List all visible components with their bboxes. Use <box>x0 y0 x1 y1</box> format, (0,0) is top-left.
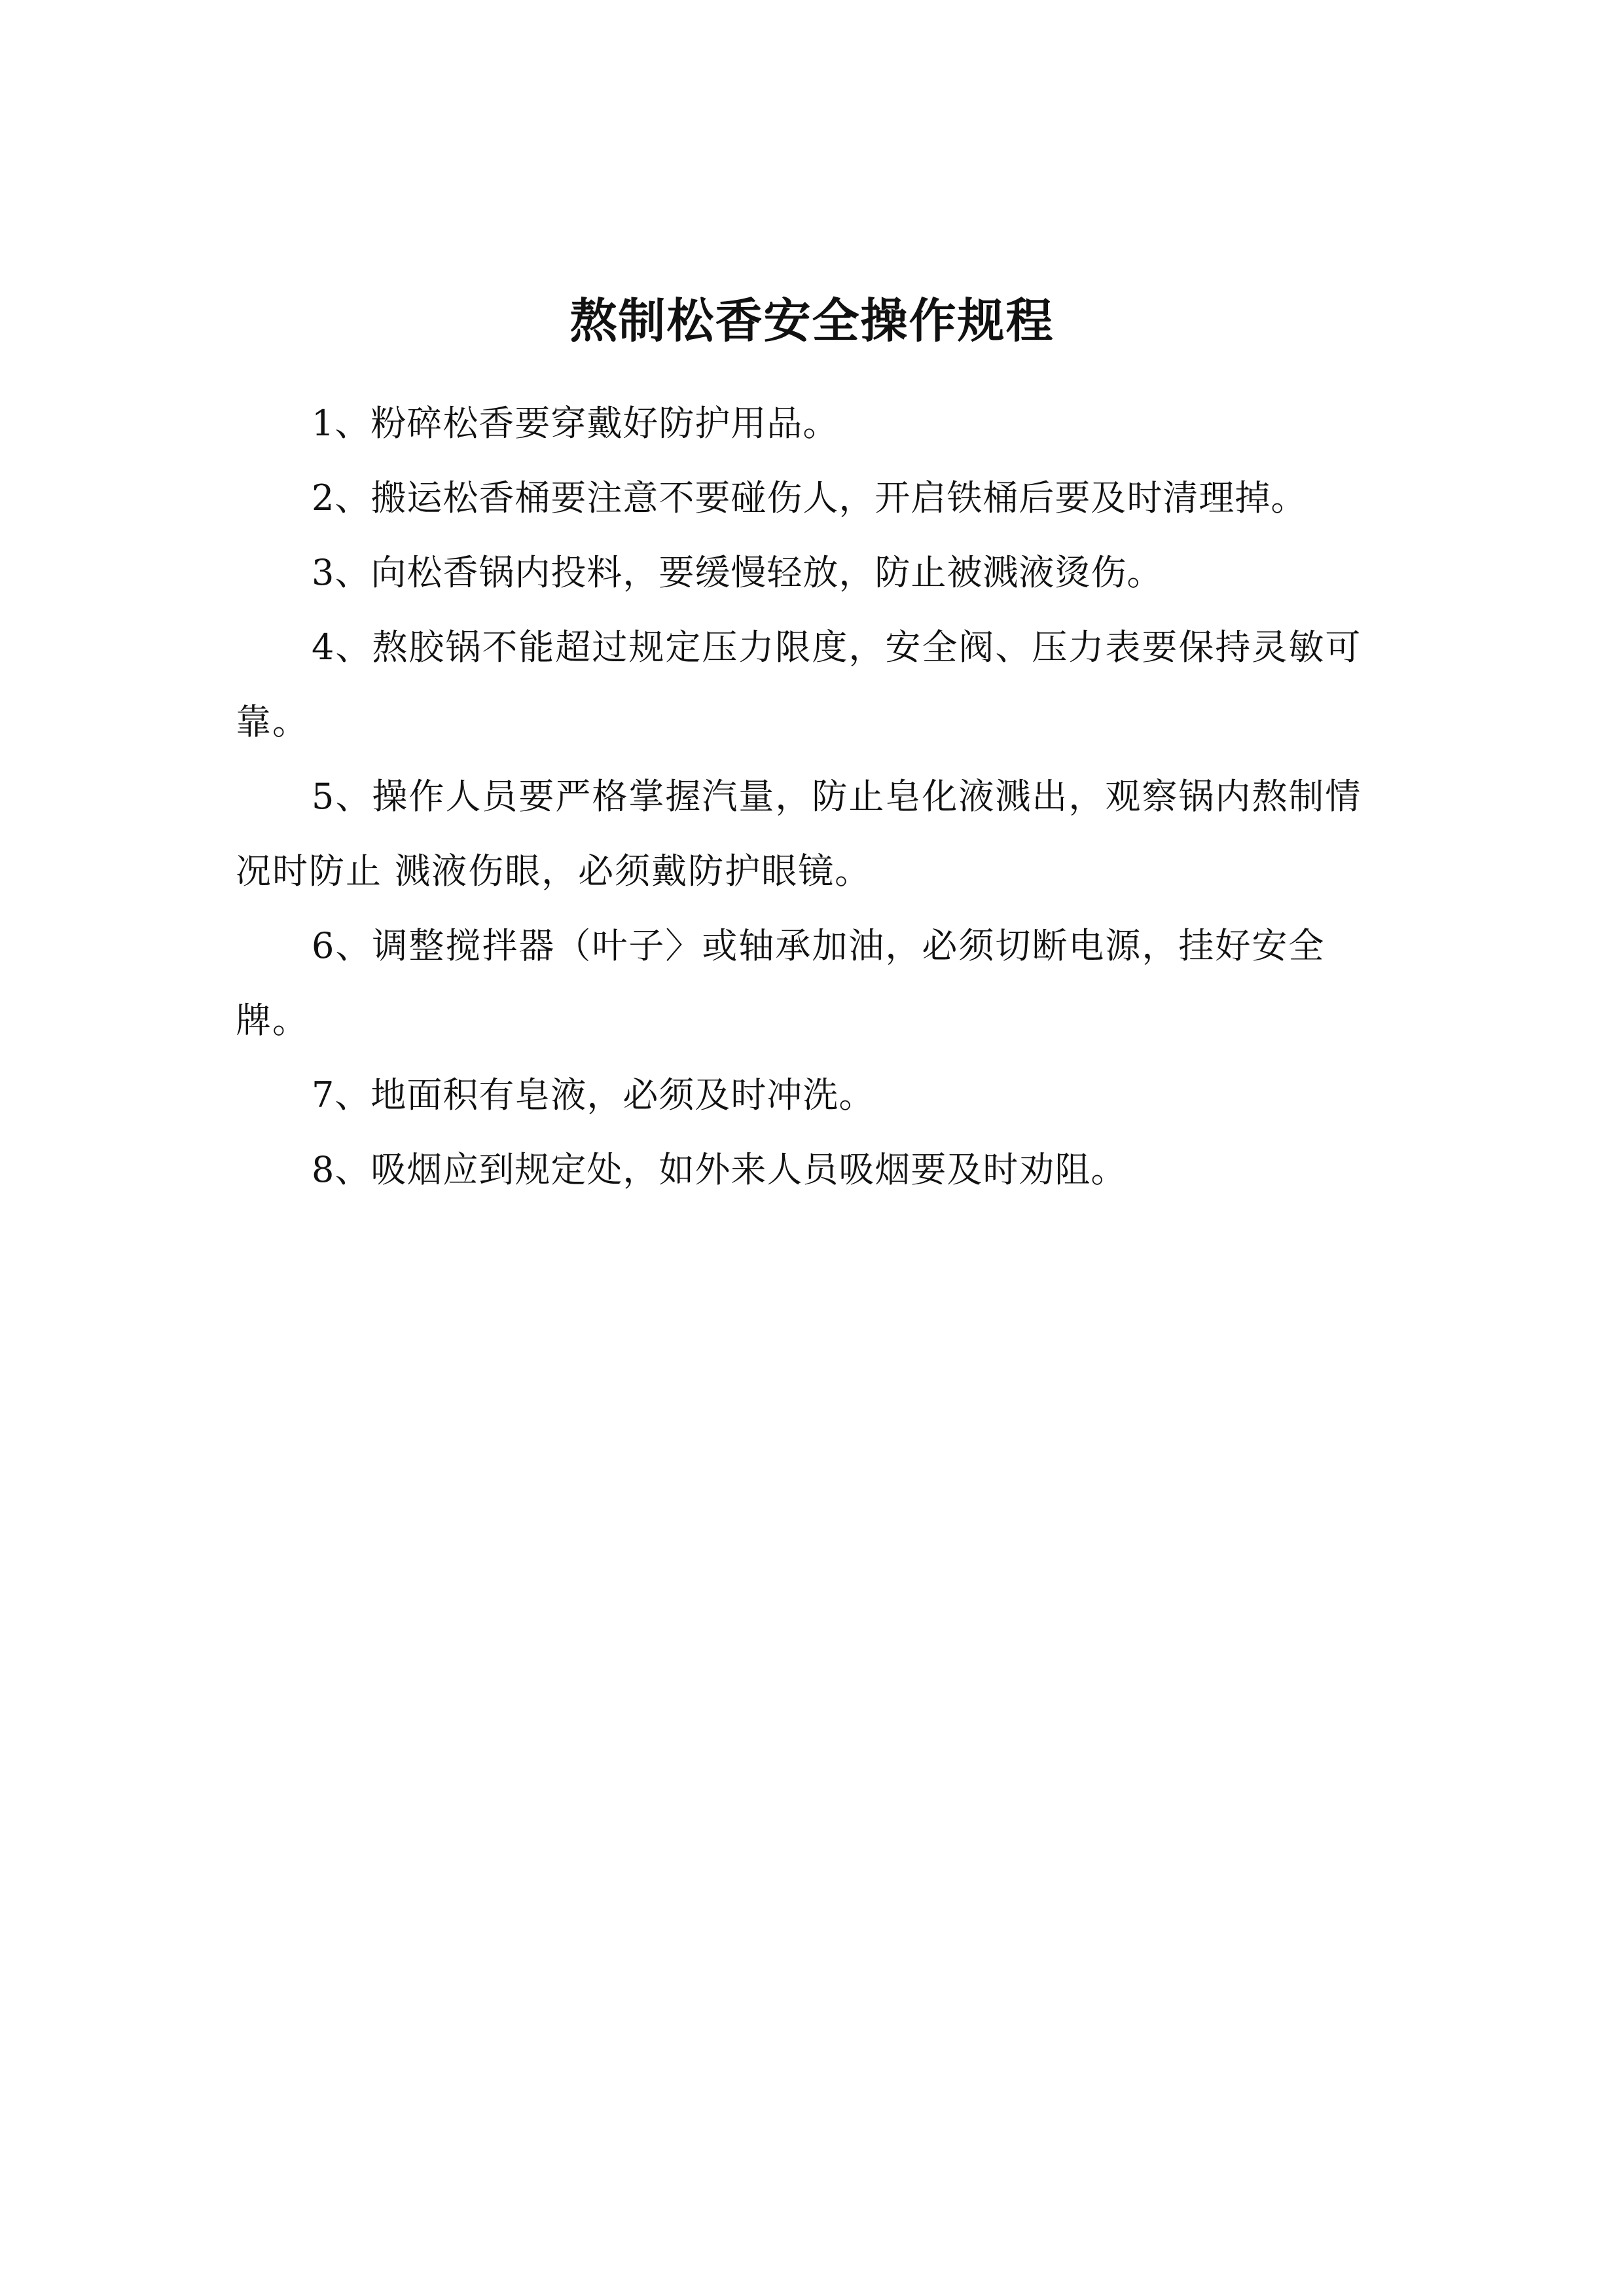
document-body <box>236 386 1368 1207</box>
rule-item-2: 2、搬运松香桶要注意不要碰伤人，开启铁桶后要及时清理掉。 <box>312 477 1307 519</box>
rule-item-3: 3、向松香锅内投料，要缓慢轻放，防止被溅液烫伤。 <box>312 552 1163 593</box>
rule-item-5: 5、操作人员要严格掌握汽量，防止皂化液溅出，观察锅内熬制情况时防止 溅液伤眼，必须戴防护眼镜。 <box>236 776 1362 892</box>
rule-item-4: 4、熬胶锅不能超过规定压力限度，安全阀、压力表要保持灵敏可靠。 <box>236 627 1362 742</box>
rule-item-7: 7、地面积有皂液，必须及时冲洗。 <box>312 1074 875 1116</box>
rule-item-1: 1、粉碎松香要穿戴好防护用品。 <box>312 403 839 444</box>
document-title: 熬制松香安全操作规程 <box>569 293 1055 348</box>
rule-item-6: 6、调整搅拌器（叶子〉或轴承加油，必须切断电源，挂好安全牌。 <box>236 925 1326 1041</box>
rule-item-8: 8、吸烟应到规定处，如外来人员吸烟要及时劝阻。 <box>312 1149 1127 1190</box>
